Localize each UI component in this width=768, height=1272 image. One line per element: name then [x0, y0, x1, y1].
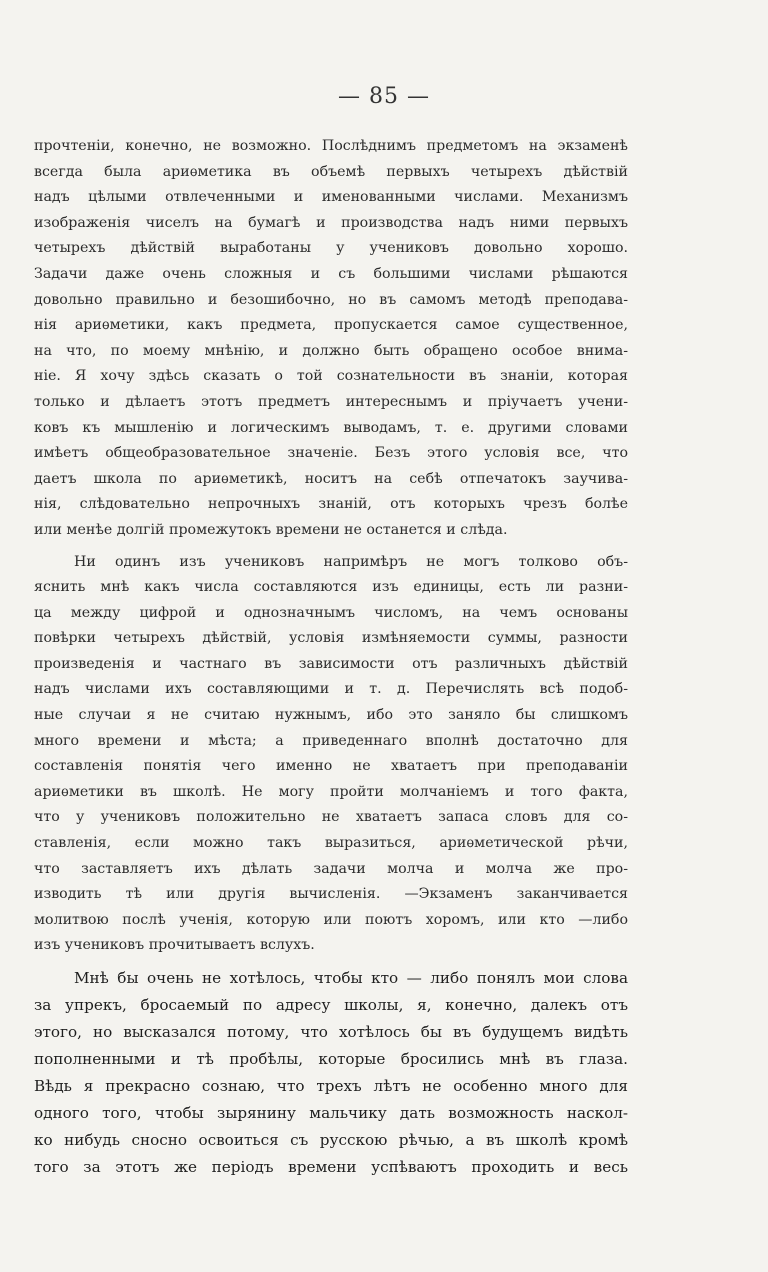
- text-line: изводить тѣ или другія вычисленія. —Экзаменъ заканчивается: [34, 886, 628, 903]
- page-number: — 85 —: [338, 84, 430, 109]
- text-line: ко нибудь сносно освоиться съ русскою рѣчью, а въ школѣ кромѣ: [34, 1131, 628, 1149]
- text-line: Задачи даже очень сложныя и съ большими числами рѣшаются: [34, 265, 628, 282]
- text-line: того за этотъ же періодъ времени успѣваютъ проходить и весь: [34, 1158, 628, 1176]
- text-line: этого, но высказался потому, что хотѣлось бы въ будущемъ видѣть: [34, 1023, 628, 1041]
- text-line: пополненными и тѣ пробѣлы, которые бросились мнѣ въ глаза.: [34, 1050, 628, 1068]
- text-line: ніе. Я хочу здѣсь сказать о той сознательности въ знаніи, которая: [34, 368, 628, 385]
- text-line: яснить мнѣ какъ числа составляются изъ единицы, есть ли разни-: [34, 579, 628, 596]
- text-line: довольно правильно и безошибочно, но въ самомъ методѣ преподава-: [34, 291, 628, 308]
- text-line: четырехъ дѣйствій выработаны у учениковъ довольно хорошо.: [34, 240, 628, 257]
- text-line: изъ учениковъ прочитываетъ вслухъ.: [34, 937, 315, 954]
- text-line: нія ариѳметики, какъ предмета, пропускается самое существенное,: [34, 317, 628, 334]
- text-line: нія, слѣдовательно непрочныхъ знаній, отъ которыхъ чрезъ болѣе: [34, 496, 628, 513]
- text-line: ковъ къ мышленію и логическимъ выводамъ, т. е. другими словами: [34, 419, 628, 436]
- text-line: имѣетъ общеобразовательное значеніе. Безъ этого условія все, что: [34, 445, 628, 462]
- text-line: только и дѣлаетъ этотъ предметъ интереснымъ и пріучаетъ учени-: [34, 393, 628, 410]
- text-line: произведенія и частнаго въ зависимости отъ различныхъ дѣйствій: [34, 655, 628, 672]
- text-line: Ни одинъ изъ учениковъ напримѣръ не могъ толково объ-: [74, 553, 628, 570]
- text-line: повѣрки четырехъ дѣйствій, условія измѣняемости суммы, разности: [34, 630, 628, 647]
- text-line: много времени и мѣста; а приведеннаго вполнѣ достаточно для: [34, 732, 628, 749]
- text-line: надъ числами ихъ составляющими и т. д. Перечислять всѣ подоб-: [34, 681, 628, 698]
- text-line: всегда была ариѳметика въ объемѣ первыхъ четырехъ дѣйствій: [34, 163, 628, 180]
- text-line: ца между цифрой и однозначнымъ числомъ, на чемъ основаны: [34, 604, 628, 621]
- text-line: ставленія, если можно такъ выразиться, ариѳметической рѣчи,: [34, 835, 628, 852]
- text-line: даетъ школа по ариѳметикѣ, носитъ на себѣ отпечатокъ заучива-: [34, 470, 628, 487]
- text-line: ные случаи я не считаю нужнымъ, ибо это заняло бы слишкомъ: [34, 707, 628, 724]
- text-line: на что, по моему мнѣнію, и должно быть обращено особое внима-: [34, 342, 628, 359]
- text-line: или менѣе долгій промежутокъ времени не останется и слѣда.: [34, 521, 508, 538]
- text-line: Мнѣ бы очень не хотѣлось, чтобы кто — либо понялъ мои слова: [74, 969, 628, 987]
- text-line: изображенія чиселъ на бумагѣ и производства надъ ними первыхъ: [34, 214, 628, 231]
- text-line: за упрекъ, бросаемый по адресу школы, я, конечно, далекъ отъ: [34, 996, 628, 1014]
- text-line: молитвою послѣ ученія, которую или поютъ хоромъ, или кто —либо: [34, 911, 628, 928]
- paragraph-3: [34, 965, 628, 1181]
- text-line: что заставляетъ ихъ дѣлать задачи молча и молча же про-: [34, 860, 628, 877]
- text-line: Вѣдь я прекрасно сознаю, что трехъ лѣтъ не особенно много для: [34, 1077, 628, 1095]
- text-line: надъ цѣлыми отвлеченными и именованными числами. Механизмъ: [34, 189, 628, 206]
- text-line: ариѳметики въ школѣ. Не могу пройти молчаніемъ и того факта,: [34, 783, 628, 800]
- text-line: что у учениковъ положительно не хватаетъ запаса словъ для со-: [34, 809, 628, 826]
- text-line: прочтеніи, конечно, не возможно. Послѣднимъ предметомъ на экзаменѣ: [34, 138, 628, 154]
- paragraph-1: [34, 134, 628, 544]
- body-text: [34, 134, 628, 1181]
- paragraph-2: [34, 550, 628, 960]
- text-line: составленія понятія чего именно не хватаетъ при преподаваніи: [34, 758, 628, 775]
- text-line: одного того, чтобы зырянину мальчику дать возможность наскол-: [34, 1104, 628, 1122]
